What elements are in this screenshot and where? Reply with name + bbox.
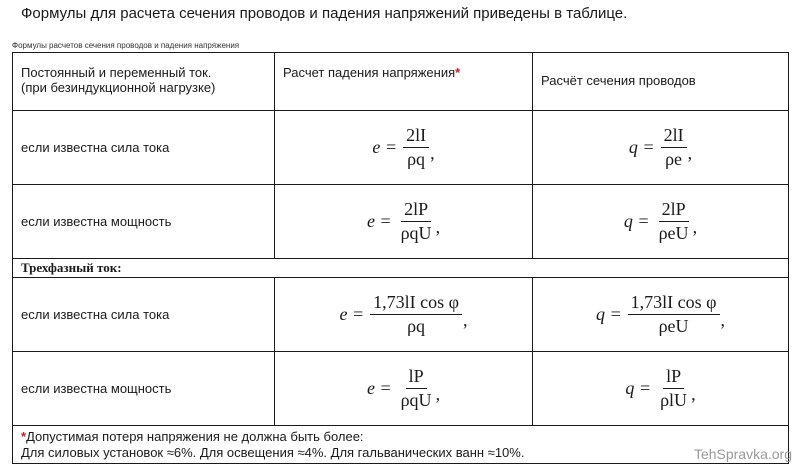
formula-denominator: ρq xyxy=(407,316,426,336)
table-row xyxy=(13,278,789,352)
formula-comma: , xyxy=(691,384,696,404)
header-current-type: Постоянный и переменный ток. (при безиндукционной нагрузке) xyxy=(13,53,275,111)
table-row xyxy=(13,185,789,259)
formula-lhs: q = xyxy=(625,378,652,398)
voltage-drop-formula xyxy=(275,185,533,259)
footnote-row xyxy=(13,426,789,464)
wire-section-formula xyxy=(533,185,789,259)
formula-denominator: ρe xyxy=(665,149,683,169)
table-row xyxy=(13,352,789,426)
site-watermark: TehSpravka.org xyxy=(693,446,792,462)
wire-section-formula xyxy=(533,352,789,426)
row-label: если известна мощность xyxy=(13,185,275,259)
footnote-line-1: Допустимая потеря напряжения не должна быть более: xyxy=(26,428,364,444)
footnote-mark: * xyxy=(21,428,27,444)
formula-numerator: lP xyxy=(406,366,427,389)
row-label: если известна сила тока xyxy=(13,278,275,352)
wire-section-formula xyxy=(533,278,789,352)
row-label: если известна сила тока xyxy=(13,111,275,185)
section-title: Трехфазный ток: xyxy=(13,259,789,278)
formula-lhs: e = xyxy=(366,211,392,231)
table-header-row xyxy=(13,53,789,111)
formula-denominator: ρeU xyxy=(658,316,689,336)
formula-numerator: 1,73lI cos φ xyxy=(628,292,720,315)
formula-numerator: 1,73lI cos φ xyxy=(370,292,462,315)
table-row xyxy=(13,111,789,185)
footnote xyxy=(13,426,789,464)
formula-comma: , xyxy=(435,217,441,237)
formula-denominator: ρeU xyxy=(658,223,689,243)
voltage-drop-formula xyxy=(275,352,533,426)
formula-lhs: e = xyxy=(372,137,398,157)
intro-text: Формулы для расчета сечения проводов и падения напряжений приведены в таблице. xyxy=(21,5,628,22)
formula-lhs: e = xyxy=(366,378,392,398)
row-label: если известна мощность xyxy=(13,352,275,426)
formula-comma: , xyxy=(687,143,693,163)
wire-section-formula xyxy=(533,111,789,185)
formula-numerator: 2lI xyxy=(661,125,687,148)
formula-numerator: 2lP xyxy=(659,199,689,222)
formula-numerator: 2lP xyxy=(401,199,431,222)
footnote-mark: * xyxy=(455,65,461,80)
formula-lhs: e = xyxy=(339,304,365,324)
formula-comma: , xyxy=(435,384,441,404)
formula-lhs: q = xyxy=(595,304,622,324)
header-voltage-drop-label: Расчет падения напряжения xyxy=(283,65,456,80)
table-caption: Формулы расчетов сечения проводов и падения напряжения xyxy=(12,41,240,50)
formula-numerator: lP xyxy=(663,366,684,389)
voltage-drop-formula xyxy=(275,111,533,185)
formula-denominator: ρq xyxy=(407,149,426,169)
formula-denominator: ρqU xyxy=(400,390,432,410)
formula-lhs: q = xyxy=(623,211,650,231)
formula-comma: , xyxy=(720,310,726,330)
formula-comma: , xyxy=(463,310,468,330)
formula-comma: , xyxy=(692,217,698,237)
formula-lhs: q = xyxy=(628,137,655,157)
footnote-line-2: Для силовых установок ≈6%. Для освещения ≈4%. Для гальванических ванн ≈10%. xyxy=(21,444,525,460)
voltage-drop-formula xyxy=(275,278,533,352)
formula-denominator: ρlU xyxy=(660,390,688,410)
header-voltage-drop xyxy=(275,53,533,111)
formulas-table xyxy=(12,52,789,464)
formula-denominator: ρqU xyxy=(400,223,432,243)
formula-numerator: 2lI xyxy=(403,125,429,148)
header-wire-section: Расчёт сечения проводов xyxy=(533,53,789,111)
formula-comma: , xyxy=(430,143,435,163)
three-phase-section-row xyxy=(13,259,789,278)
